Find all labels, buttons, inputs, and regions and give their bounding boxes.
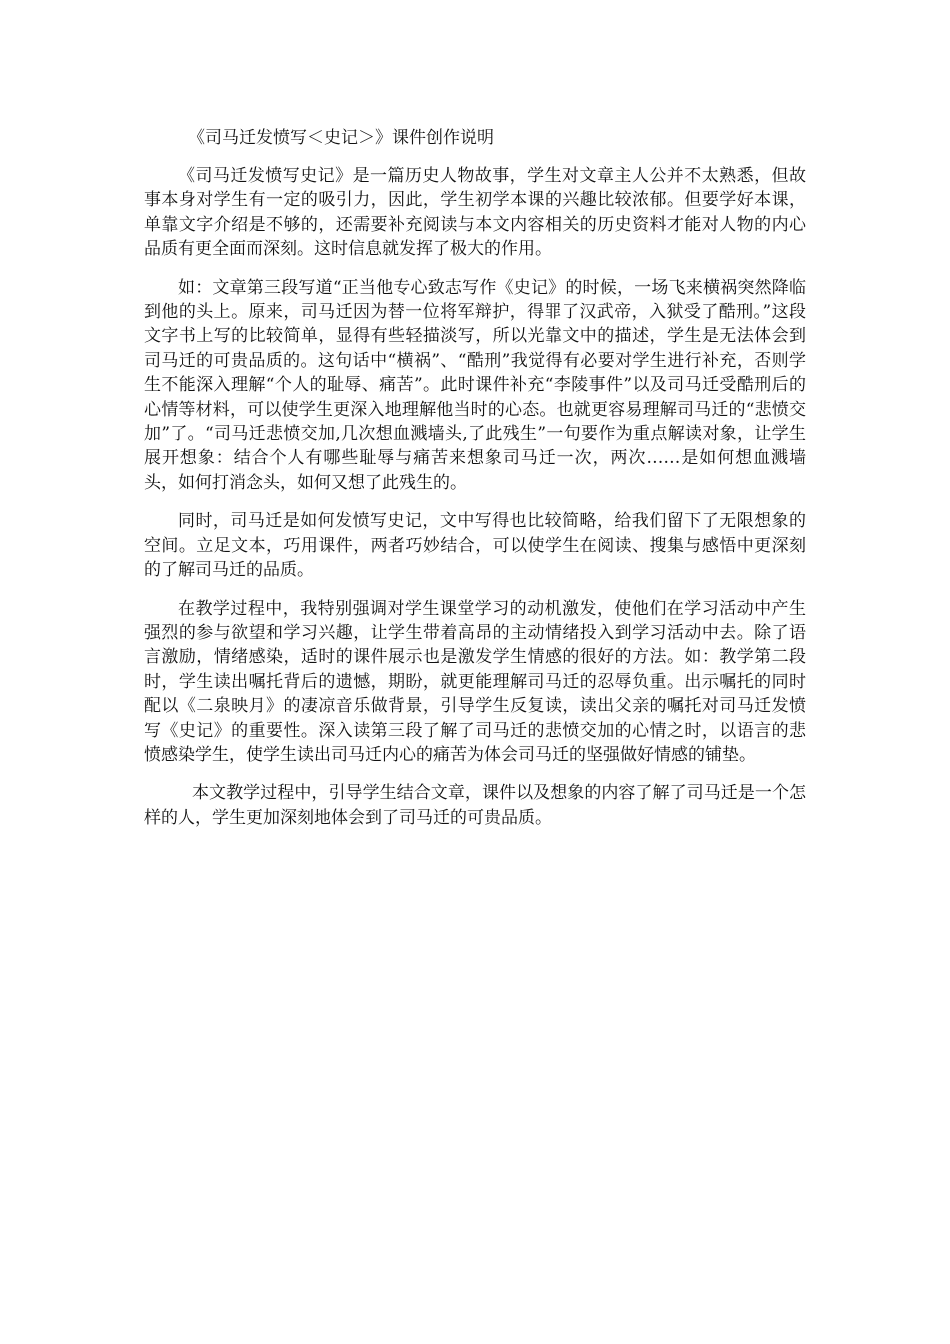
paragraph-example: 如：文章第三段写道“正当他专心致志写作《史记》的时候，一场飞来横祸突然降临到他的头上。原来，司马迁因为替一位将军辩护，得罪了汉武帝，入狱受了酷刑。”这段文字书上写的比较简单，显得有些轻描淡写，所以光靠文中的描述，学生是无法体会到司马迁的可贵品质的。这句话中“横祸”、“酷刑”我觉得有必要对学生进行补充，否则学生不能深入理解“个人的耻辱、痛苦”。此时课件补充“李陵事件”以及司马迁受酷刑后的心情等材料，可以使学生更深入地理解他当时的心态。也就更容易理解司马迁的“悲愤交加”了。“司马迁悲愤交加,几次想血溅墙头,了此残生”一句要作为重点解读对象，让学生展开想象：结合个人有哪些耻辱与痛苦来想象司马迁一次，两次……是如何想血溅墙头，如何打消念头，如何又想了此残生的。 <box>144 277 806 493</box>
paragraph-teaching-process: 在教学过程中，我特别强调对学生课堂学习的动机激发，使他们在学习活动中产生强烈的参与欲望和学习兴趣，让学生带着高昂的主动情绪投入到学习活动中去。除了语言激励，情绪感染，适时的课件展示也是激发学生情感的很好的方法。如：教学第二段时，学生读出嘱托背后的遗憾，期盼，就更能理解司马迁的忍辱负重。出示嘱托的同时配以《二泉映月》的凄凉音乐做背景，引导学生反复读，读出父亲的嘱托对司马迁发愤写《史记》的重要性。深入读第三段了解了司马迁的悲愤交加的心情之时，以语言的悲愤感染学生，使学生读出司马迁内心的痛苦为体会司马迁的坚强做好情感的铺垫。 <box>144 598 806 765</box>
paragraph-intro: 《司马迁发愤写史记》是一篇历史人物故事，学生对文章主人公并不太熟悉，但故事本身对学生有一定的吸引力，因此，学生初学本课的兴趣比较浓郁。但要学好本课，单靠文字介绍是不够的，还需要补充阅读与本文内容相关的历史资料才能对人物的内心品质有更全面而深刻。这时信息就发挥了极大的作用。 <box>144 166 806 260</box>
document-title: 《司马迁发愤写＜史记＞》课件创作说明 <box>188 128 494 148</box>
paragraph-conclusion: 本文教学过程中，引导学生结合文章，课件以及想象的内容了解了司马迁是一个怎样的人，学生更加深刻地体会到了司马迁的可贵品质。 <box>144 783 806 828</box>
document-body <box>144 126 806 844</box>
paragraph-imagination: 同时，司马迁是如何发愤写史记，文中写得也比较简略，给我们留下了无限想象的空间。立足文本，巧用课件，两者巧妙结合，可以使学生在阅读、搜集与感悟中更深刻的了解司马迁的品质。 <box>144 511 806 581</box>
